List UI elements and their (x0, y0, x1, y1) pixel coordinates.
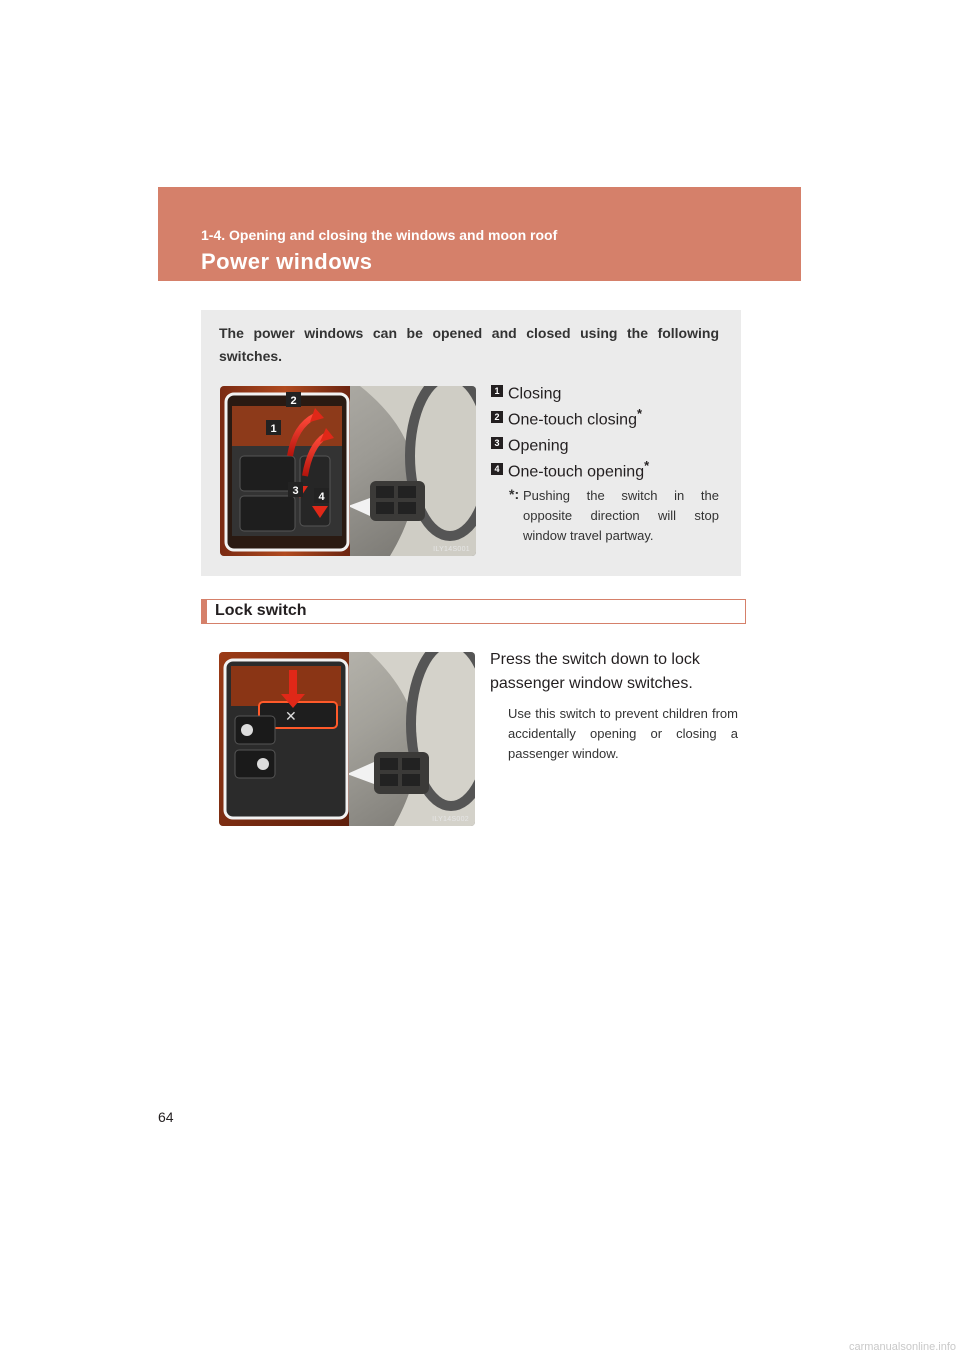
footnote-mark: *: (509, 486, 520, 502)
step-label: Opening (508, 437, 569, 455)
step-label: Closing (508, 385, 562, 403)
photo-code: ILY14S002 (432, 816, 469, 823)
step-list (491, 380, 721, 484)
section-label: 1-4. Opening and closing the windows and moon roof (201, 227, 558, 243)
photo-code: ILY14S001 (433, 546, 470, 553)
callout-2: 2 (290, 395, 297, 407)
window-switch-photo (220, 386, 476, 556)
list-item (491, 406, 721, 432)
intro-text: The power windows can be opened and closed using the following switches. (219, 325, 719, 364)
step-badge: 4 (491, 463, 503, 475)
lock-switch-heading-text: Lock switch (215, 602, 307, 619)
lock-switch-note: Use this switch to prevent children from accidentally opening or closing a passenger window. (508, 706, 738, 761)
lock-switch-description: Press the switch down to lock passenger window switches. (490, 651, 700, 692)
callout-1: 1 (270, 423, 277, 435)
callout-3: 3 (292, 485, 299, 497)
step-badge: 3 (491, 437, 503, 449)
step-label: One-touch opening* (508, 458, 650, 481)
page-title: Power windows (201, 249, 373, 274)
footnote (509, 486, 719, 546)
lock-switch-photo (219, 652, 475, 826)
list-item (491, 380, 721, 406)
section-header (158, 187, 801, 281)
step-badge: 1 (491, 385, 503, 397)
callout-4: 4 (318, 491, 325, 503)
list-item (491, 458, 721, 484)
page-number: 64 (158, 1109, 174, 1125)
list-item (491, 432, 721, 458)
step-label: One-touch closing* (508, 406, 643, 429)
footnote-text: Pushing the switch in the opposite direction will stop window travel partway. (523, 488, 719, 543)
watermark: carmanualsonline.info (776, 1336, 960, 1358)
step-badge: 2 (491, 411, 503, 423)
svg-text:✕: ✕ (285, 709, 297, 725)
lock-switch-heading (201, 599, 746, 624)
power-windows-infobox (201, 310, 741, 576)
